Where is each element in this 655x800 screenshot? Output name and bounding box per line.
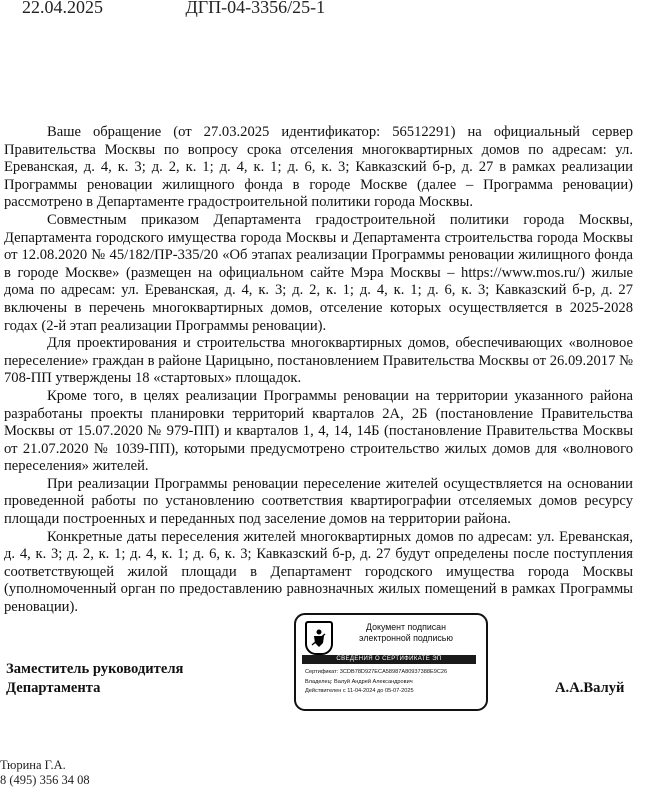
stamp-title xyxy=(336,622,476,644)
position-line-1: Заместитель руководителя xyxy=(6,661,184,677)
stamp-title-line-2: электронной подписью xyxy=(359,633,453,643)
paragraph: Конкретные даты переселения жителей многоквартирных домов по адресам: ул. Ереванская, д. 4, к. 3; д. 2, к. 1; д. 4, к. 1; д. 6, к. 3; Кавказский б-р, д. 27 будут определены после поступления соответствующей жилой площади в Департамент городского имущества города Москвы (уполномоченный орган по предоставлению равнозначных жилых помещений в рамках Программы реновации). xyxy=(4,528,633,616)
executor-name: Тюрина Г.А. xyxy=(0,758,66,772)
document-header xyxy=(22,0,325,18)
certificate-number: Сертификат: 3CDB78D927ECA58987A80937388E9C26 xyxy=(305,669,448,675)
letter-body xyxy=(4,124,633,617)
signatory-name: А.А.Валуй xyxy=(555,680,625,696)
paragraph: Совместным приказом Департамента градостроительной политики города Москвы, Департамента городского имущества города Москвы и Департамента строительства города Москвы от 12.08.2020 № 45/182/ПР-335/20 «Об этапах реализации Программы реновации жилищного фонда в городе Москве» (размещен на официальном сайте Мэра Москвы – https://www.mos.ru/) жилые дома по адресам: ул. Ереванская, д. 4, к. 3; д. 2, к. 1; д. 4, к. 1; д. 6, к. 3; Кавказский б-р, д. 27 включены в перечень многоквартирных домов, отселение которых осуществляется в 2025-2028 годах (2-й этап реализации Программы реновации). xyxy=(4,211,633,334)
certificate-details xyxy=(305,668,481,697)
paragraph: Ваше обращение (от 27.03.2025 идентификатор: 56512291) на официальный сервер Правительства Москвы по вопросу срока отселения многоквартирных домов по адресам: ул. Ереванская, д. 4, к. 3; д. 2, к. 1; д. 4, к. 1; д. 6, к. 3; Кавказский б-р, д. 27 в рамках реализации Программы реновации жилищного фонда в городе Москве (далее – Программа реновации) рассмотрено в Департаменте градостроительной политики города Москвы. xyxy=(4,124,633,211)
signatory-position xyxy=(6,660,183,698)
stamp-title-line-1: Документ подписан xyxy=(366,622,446,632)
certificate-info-bar: СВЕДЕНИЯ О СЕРТИФИКАТЕ ЭП xyxy=(302,655,476,664)
certificate-owner: Владелец: Валуй Андрей Александрович xyxy=(305,678,413,685)
certificate-validity: Действителен с 11-04-2024 до 05-07-2025 xyxy=(305,688,414,694)
executor-phone: 8 (495) 356 34 08 xyxy=(0,773,90,787)
document-date: 22.04.2025 xyxy=(22,0,103,17)
moscow-coat-of-arms-icon xyxy=(305,621,333,655)
paragraph: При реализации Программы реновации переселение жителей осуществляется на основании проведенной работы по установлению соответствия квартирографии отселяемых домов ресурсу площади построенных и переданных под заселение домов на территории района. xyxy=(4,475,633,528)
position-line-2: Департамента xyxy=(6,680,101,696)
document-number: ДГП-04-3356/25-1 xyxy=(185,0,326,17)
executor-info xyxy=(0,758,90,788)
paragraph: Кроме того, в целях реализации Программы реновации на территории указанного района разработаны проекты планировки территорий кварталов 2А, 2Б (постановление Правительства Москвы от 15.07.2020 № 979-ПП) и кварталов 1, 4, 14, 14Б (постановление Правительства Москвы от 21.07.2020 № 1039-ПП), которыми предусмотрено строительство жилых домов для «волнового переселения» жителей. xyxy=(4,387,633,475)
electronic-signature-stamp xyxy=(294,613,488,711)
paragraph: Для проектирования и строительства многоквартирных домов, обеспечивающих «волновое переселение» граждан в районе Царицыно, постановлением Правительства Москвы от 26.09.2017 № 708-ПП утверждены 18 «стартовых» площадок. xyxy=(4,335,633,387)
